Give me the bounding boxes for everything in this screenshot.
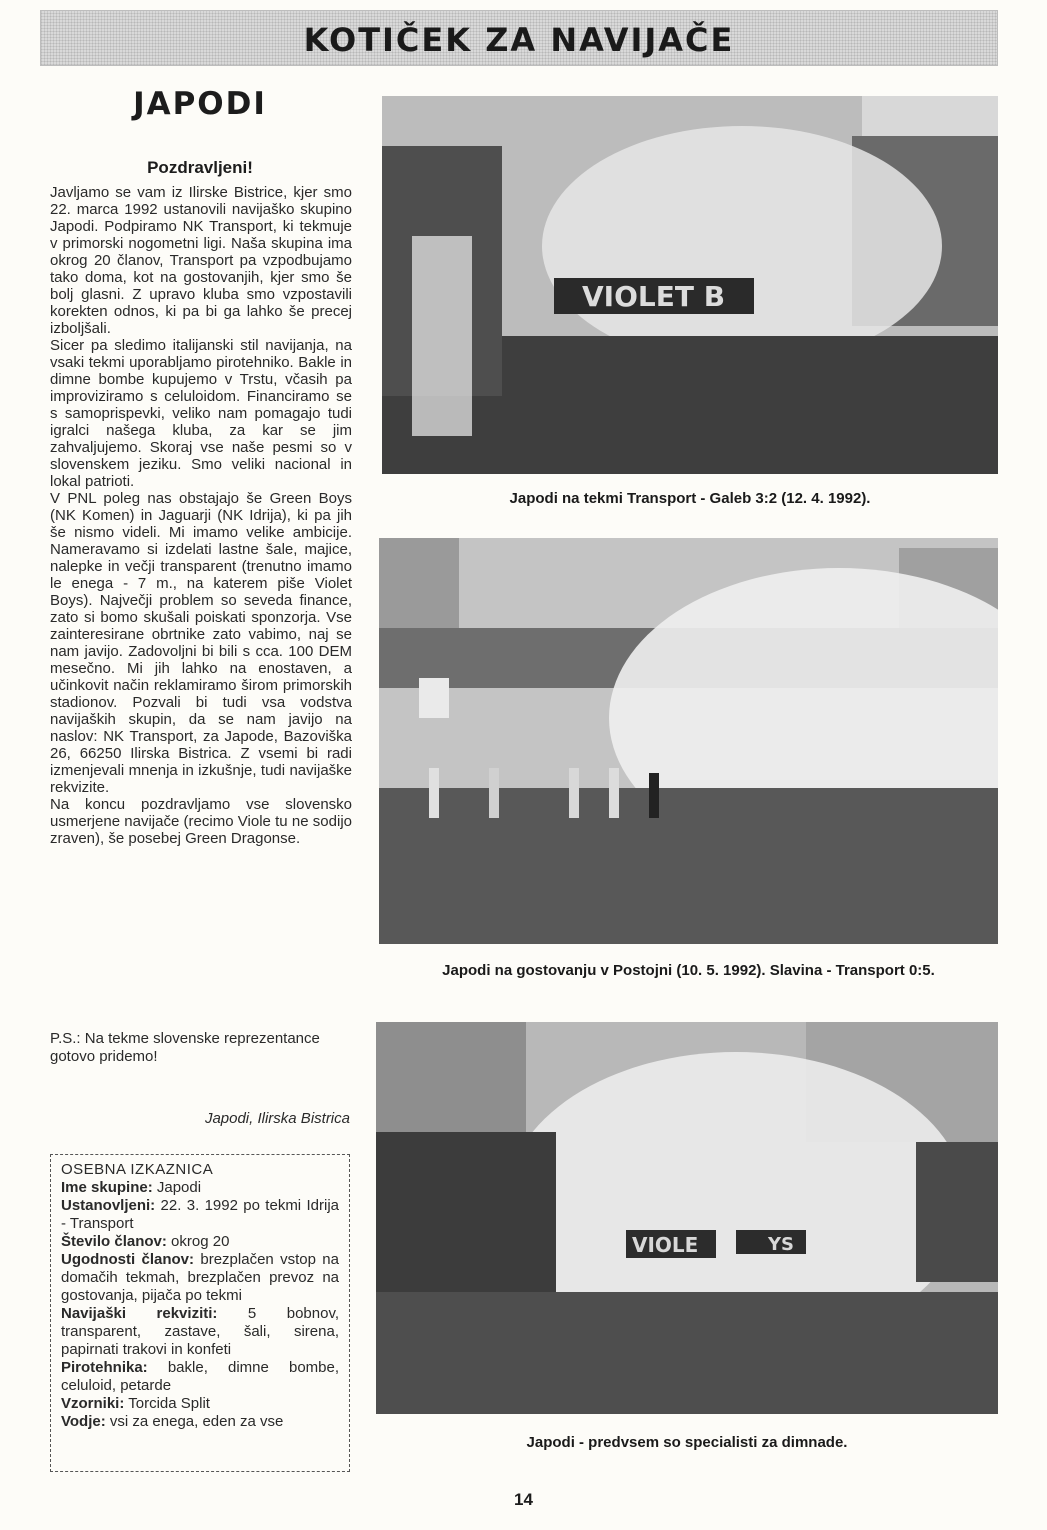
id-card-value: 22. 3. 1992 po tekmi Idrija - Transport xyxy=(61,1197,339,1232)
id-card-value: brezplačen vstop na domačih tekmah, brezplačen prevoz na gostovanja, pijača po tekmi xyxy=(61,1251,339,1304)
id-card-label: Ugodnosti članov: xyxy=(61,1251,195,1268)
id-card-value: vsi za enega, eden za vse xyxy=(109,1413,284,1430)
id-card-row xyxy=(61,1395,339,1413)
group-name-heading: JAPODI xyxy=(133,86,267,122)
id-card-label: Ime skupine: xyxy=(61,1179,153,1196)
page-number: 14 xyxy=(514,1490,533,1509)
id-card-row xyxy=(61,1233,339,1251)
photo-caption: Japodi na gostovanju v Postojni (10. 5. 1992). Slavina - Transport 0:5. xyxy=(442,962,935,979)
banner-text-right: YS xyxy=(768,1234,794,1255)
photo-match-transport-galeb xyxy=(382,96,998,474)
article-paragraph: Sicer pa sledimo italijanski stil navijanja, na vsaki tekmi uporabljamo pirotehniko. Bakle in dimne bombe kupujemo v Trstu, včasih pa improviziramo s celuloidom. Financiramo se s samoprispevki, veliko nam pomagajo tudi igralci našega kluba, za kar se jim zahvaljujemo. Skoraj vse naše pesmi so v slovenskem jeziku. Smo veliki nacional in lokal patrioti. xyxy=(50,337,352,490)
id-card-box xyxy=(50,1154,350,1472)
header-band xyxy=(40,10,998,66)
photo-smoke-display xyxy=(376,1022,998,1414)
article-paragraph: Na koncu pozdravljamo vse slovensko usmerjene navijače (recimo Viole tu ne sodijo zraven), še posebej Green Dragonse. xyxy=(50,796,352,847)
photo-caption: Japodi - predvsem so specialisti za dimnade. xyxy=(526,1434,848,1451)
section-title: KOTIČEK ZA NAVIJAČE xyxy=(303,21,735,59)
id-card-row xyxy=(61,1413,339,1431)
id-card-value: bakle, dimne bombe, celuloid, petarde xyxy=(61,1359,340,1394)
id-card-label: Vzorniki: xyxy=(61,1395,125,1412)
photo-away-postojna xyxy=(379,538,998,944)
article-body xyxy=(50,184,352,847)
signature: Japodi, Ilirska Bistrica xyxy=(204,1110,350,1127)
postscript: P.S.: Na tekme slovenske reprezentance gotovo pridemo! xyxy=(50,1030,320,1065)
id-card-label: Število članov: xyxy=(61,1233,167,1250)
greeting: Pozdravljeni! xyxy=(147,158,253,177)
photo-caption: Japodi na tekmi Transport - Galeb 3:2 (12. 4. 1992). xyxy=(509,490,871,507)
article-paragraph: Javljamo se vam iz Ilirske Bistrice, kjer smo 22. marca 1992 ustanovili navijaško skupino Japodi. Podpiramo NK Transport, ki tekmuje v primorski nogometni ligi. Naša skupina ima okrog 20 članov, Transport pa vzpodbujamo tako doma, kot na gostovanjih, kjer smo še bolj glasni. Z upravo kluba smo vzpostavili korekten odnos, ki pa bi ga lahko še precej izboljšali. xyxy=(50,184,352,337)
id-card-label: Ustanovljeni: xyxy=(61,1197,156,1214)
id-card-value: 5 bobnov, transparent, zastave, šali, sirena, papirnati trakovi in konfeti xyxy=(61,1305,340,1358)
id-card-row xyxy=(61,1251,339,1305)
id-card-row xyxy=(61,1179,339,1197)
id-card-value: Torcida Split xyxy=(128,1395,210,1412)
id-card-value: Japodi xyxy=(156,1179,202,1196)
id-card-value: okrog 20 xyxy=(171,1233,230,1250)
banner-text: VIOLET B xyxy=(582,280,726,313)
id-card-row xyxy=(61,1197,339,1233)
banner-text-left: VIOLE xyxy=(632,1233,699,1257)
article-paragraph: V PNL poleg nas obstajajo še Green Boys (NK Komen) in Jaguarji (NK Idrija), ki pa jih še nismo videli. Mi imamo velike ambicije. Nameravamo si izdelati lastne šale, majice, nalepke in večji transparent (trenutno imamo le enega - 7 m., na katerem piše Violet Boys). Največji problem so seveda finance, zato si bomo skušali poiskati sponzorja. Vse zainteresirane obrtnike zato vabimo, naj se nam javijo. Zadovoljni bi bili s cca. 100 DEM mesečno. Mi jih lahko na enostaven, a učinkovit način reklamiramo širom primorskih stadionov. Pozvali bi tudi vsa vodstva navijaških skupin, da se nam javijo na naslov: NK Transport, za Japode, Bazoviška 26, 66250 Ilirska Bistrica. Z vsemi bi radi izmenjevali mnenja in izkušnje, tudi navijaške rekvizite. xyxy=(50,490,352,796)
id-card-label: Vodje: xyxy=(61,1413,106,1430)
id-card-row xyxy=(61,1359,339,1395)
id-card-label: Navijaški rekviziti: xyxy=(61,1305,218,1322)
id-card-title: OSEBNA IZKAZNICA xyxy=(61,1161,214,1178)
id-card-row xyxy=(61,1305,339,1359)
id-card-label: Pirotehnika: xyxy=(61,1359,148,1376)
